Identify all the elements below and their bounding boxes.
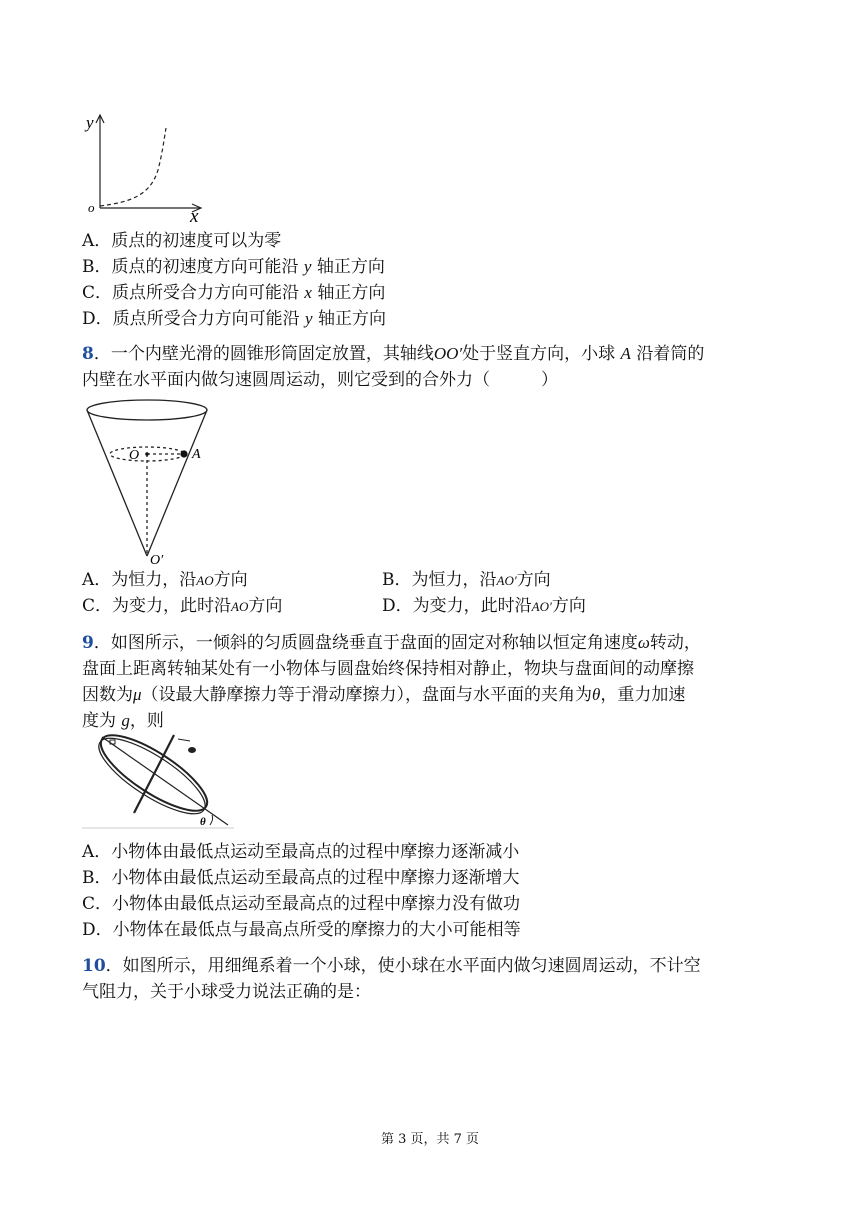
angle-theta-label: θ — [200, 816, 206, 828]
label-A: A — [192, 447, 201, 462]
q9-stem-line1: 9．如图所示，一倾斜的匀质圆盘绕垂直于盘面的固定对称轴以恒定角速度ω转动， — [82, 633, 701, 653]
q9-number: 9 — [82, 633, 94, 653]
label-O-prime: O′ — [150, 553, 164, 568]
q7-option-c: C．质点所受合力方向可能沿 x 轴正方向 — [82, 283, 386, 303]
page-footer: 第 3 页，共 7 页 — [380, 1132, 480, 1147]
q8-cone-figure — [82, 396, 232, 568]
q9-disk-figure — [82, 733, 234, 831]
q8-option-c: C．为变力，此时沿AO方向 — [82, 596, 283, 616]
q9-stem-line4: 度为 g，则 — [82, 711, 164, 731]
label-O: O — [129, 448, 140, 463]
x-axis-label: x — [190, 206, 199, 225]
q7-option-b: B．质点的初速度方向可能沿 y 轴正方向 — [82, 257, 385, 277]
q9-option-a: A．小物体由最低点运动至最高点的过程中摩擦力逐渐减小 — [82, 842, 520, 862]
q8-stem-line1: 8．一个内壁光滑的圆锥形筒固定放置，其轴线OO′处于竖直方向，小球 A 沿着筒的 — [82, 344, 705, 364]
y-axis-label: y — [86, 113, 94, 132]
q9-option-c: C．小物体由最低点运动至最高点的过程中摩擦力没有做功 — [82, 894, 521, 914]
q7-option-a: A．质点的初速度可以为零 — [82, 231, 282, 251]
q8-option-d: D．为变力，此时沿AO′方向 — [382, 596, 586, 616]
q10-stem-line2: 气阻力，关于小球受力说法正确的是： — [82, 982, 371, 1002]
q8-option-b: B．为恒力，沿AO′方向 — [382, 570, 551, 590]
q7-figure — [80, 110, 210, 225]
q8-stem-line2: 内壁在水平面内做匀速圆周运动，则它受到的合外力（ ） — [82, 370, 558, 390]
q9-stem-line3: 因数为μ（设最大静摩擦力等于滑动摩擦力），盘面与水平面的夹角为θ，重力加速 — [82, 685, 686, 705]
q9-stem-line2: 盘面上距离转轴某处有一小物体与圆盘始终保持相对静止，物块与盘面间的动摩擦 — [82, 659, 694, 679]
q9-option-d: D．小物体在最低点与最高点所受的摩擦力的大小可能相等 — [82, 920, 521, 940]
q8-option-a: A．为恒力，沿AO方向 — [82, 570, 248, 590]
q7-option-d: D．质点所受合力方向可能沿 y 轴正方向 — [82, 309, 386, 329]
q9-option-b: B．小物体由最低点运动至最高点的过程中摩擦力逐渐增大 — [82, 868, 520, 888]
q10-number: 10 — [82, 956, 106, 976]
q10-stem-line1: 10．如图所示，用细绳系着一个小球，使小球在水平面内做匀速圆周运动，不计空 — [82, 956, 701, 976]
q8-number: 8 — [82, 344, 94, 364]
origin-label: o — [88, 200, 95, 215]
